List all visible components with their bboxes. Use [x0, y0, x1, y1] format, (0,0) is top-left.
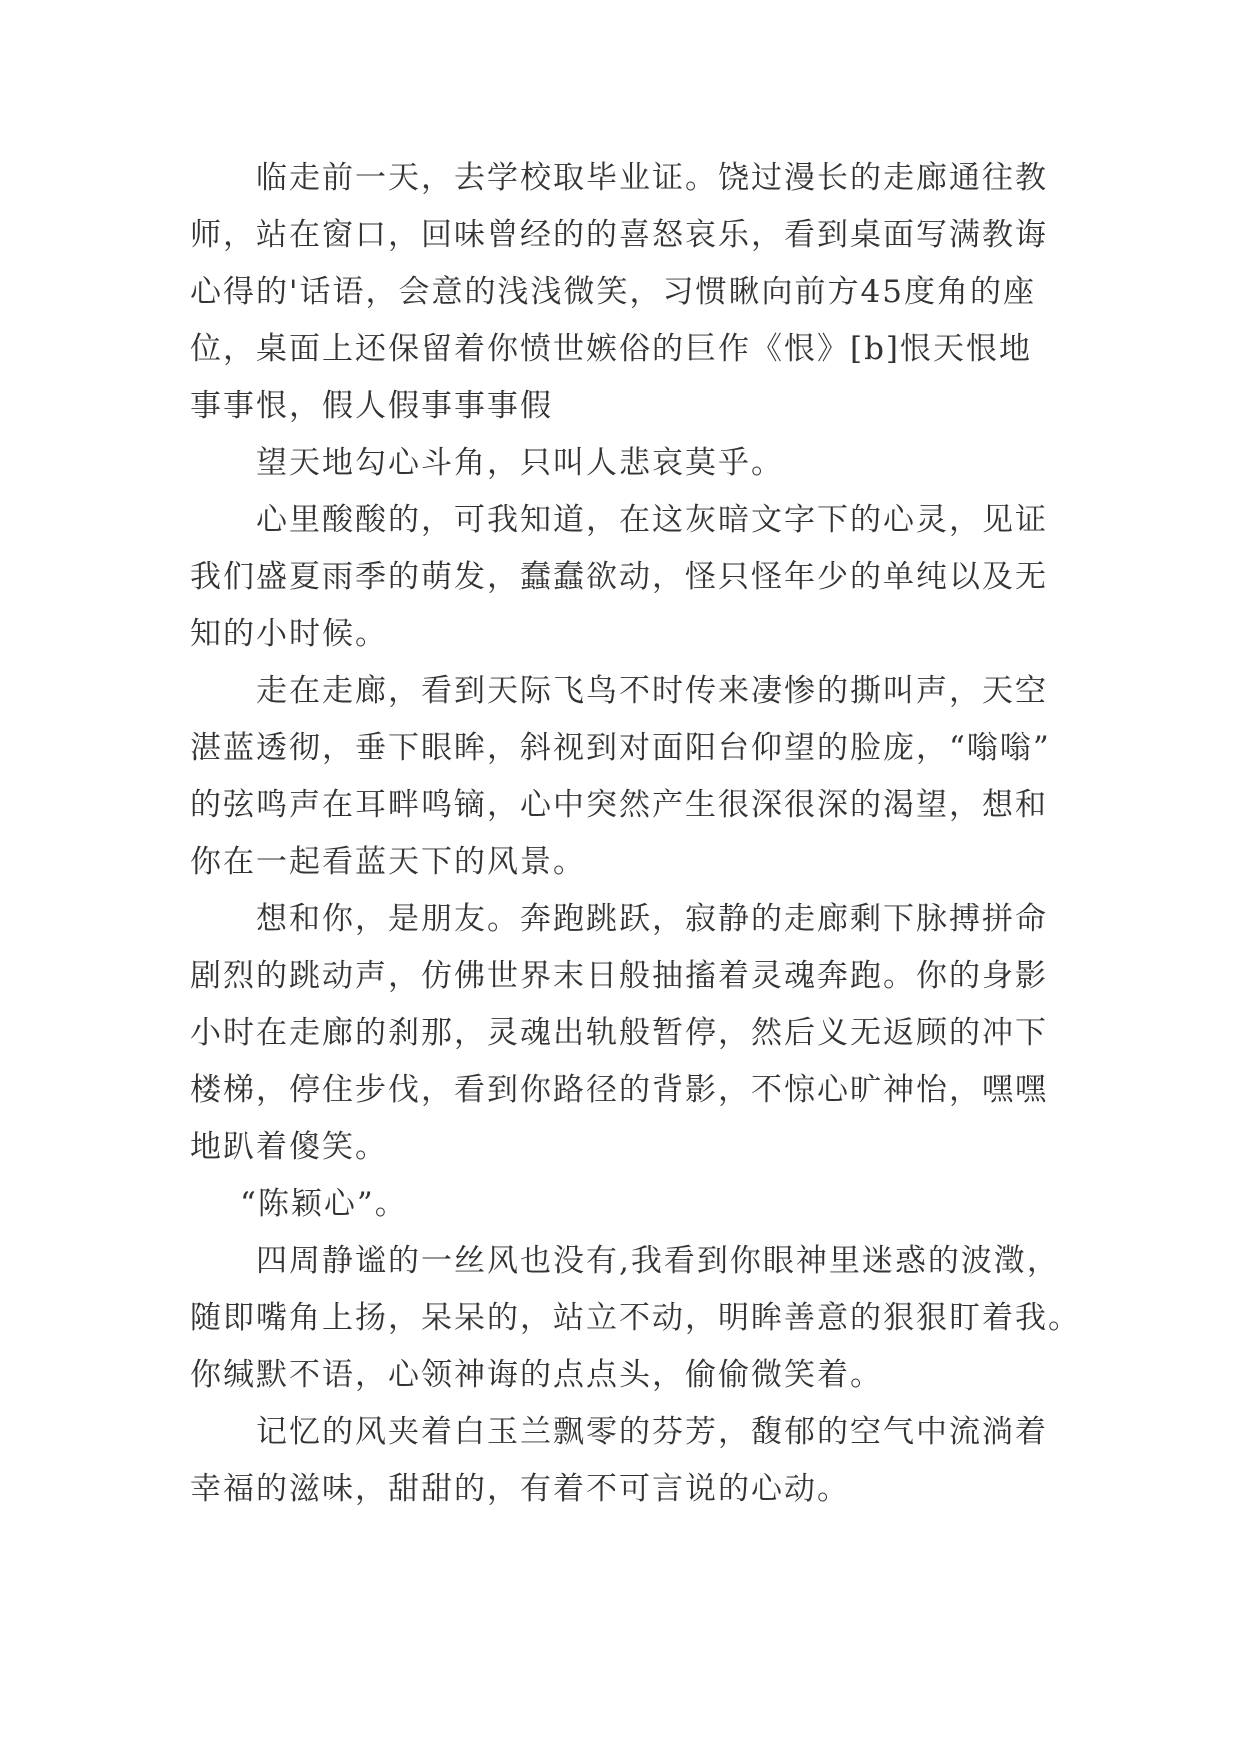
- text-line: 你缄默不语，心领神诲的点点头，偷偷微笑着。: [190, 1357, 883, 1393]
- text-line: 位，桌面上还保留着你愤世嫉俗的巨作《恨》[b]恨天恨地: [190, 331, 1033, 367]
- text-line: 记忆的风夹着白玉兰飘零的芬芳，馥郁的空气中流淌着: [256, 1414, 1048, 1450]
- document-body: [190, 150, 1081, 1518]
- text-line: 剧烈的跳动声，仿佛世界末日般抽搐着灵魂奔跑。你的身影: [190, 958, 1048, 994]
- text-line: 随即嘴角上扬，呆呆的，站立不动，明眸善意的狠狠盯着我。: [190, 1300, 1081, 1336]
- text-line: 你在一起看蓝天下的风景。: [190, 844, 586, 880]
- text-line: 心得的'话语，会意的浅浅微笑，习惯瞅向前方45度角的座: [190, 274, 1036, 310]
- text-line: “陈颖心”。: [240, 1186, 408, 1222]
- text-line: 湛蓝透彻，垂下眼眸，斜视到对面阳台仰望的脸庞，“嗡嗡”: [190, 730, 1051, 766]
- text-line: 心里酸酸的，可我知道，在这灰暗文字下的心灵，见证: [256, 502, 1048, 538]
- text-line: 地趴着傻笑。: [190, 1129, 388, 1165]
- text-line: 我们盛夏雨季的萌发，蠢蠢欲动，怪只怪年少的单纯以及无: [190, 559, 1048, 595]
- text-line: 幸福的滋味，甜甜的，有着不可言说的心动。: [190, 1471, 850, 1507]
- text-line: 师，站在窗口，回味曾经的的喜怒哀乐，看到桌面写满教诲: [190, 217, 1048, 253]
- text-line: 走在走廊，看到天际飞鸟不时传来凄惨的撕叫声，天空: [256, 673, 1048, 709]
- text-line: 的弦鸣声在耳畔鸣镝，心中突然产生很深很深的渴望，想和: [190, 787, 1048, 823]
- text-line: 事事恨，假人假事事事假: [190, 388, 553, 424]
- text-line: 望天地勾心斗角，只叫人悲哀莫乎。: [256, 445, 784, 481]
- text-line: 小时在走廊的刹那，灵魂出轨般暂停，然后义无返顾的冲下: [190, 1015, 1048, 1051]
- text-line: 想和你，是朋友。奔跑跳跃，寂静的走廊剩下脉搏拼命: [256, 901, 1048, 937]
- text-line: 楼梯，停住步伐，看到你路径的背影，不惊心旷神怡，嘿嘿: [190, 1072, 1048, 1108]
- text-line: 四周静谧的一丝风也没有,我看到你眼神里迷惑的波澂，: [256, 1243, 1060, 1279]
- text-line: 知的小时候。: [190, 616, 388, 652]
- text-line: 临走前一天，去学校取毕业证。饶过漫长的走廊通往教: [256, 160, 1048, 196]
